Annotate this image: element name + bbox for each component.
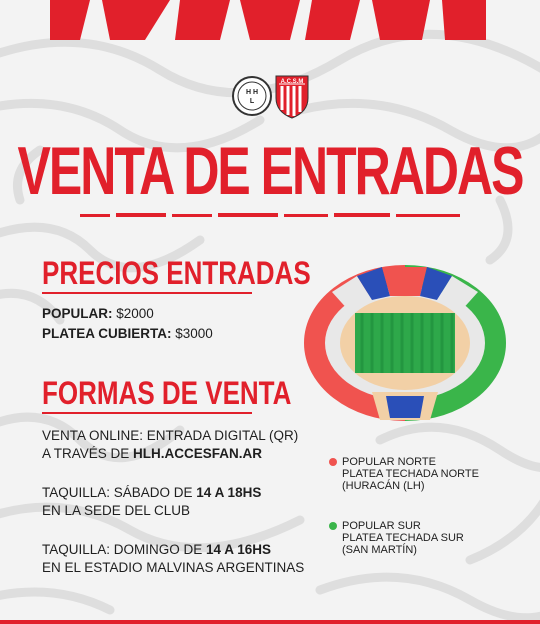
price-label: PLATEA CUBIERTA: [42,326,172,341]
saturday-box-office [42,485,261,500]
page-title: VENTA DE ENTRADAS [17,133,523,209]
sunday-box-office [42,542,271,557]
price-value: $3000 [175,326,213,341]
price-value: $2000 [116,306,154,321]
saturday-time: 14 A 18HS [196,485,262,500]
top-decorative-band [50,0,486,40]
svg-text:L: L [249,98,255,105]
sales-heading-rule [42,412,252,414]
saturday-place: EN LA SEDE DEL CLUB [42,503,191,518]
legend-line: POPULAR NORTE [342,456,436,468]
saturday-prefix: TAQUILLA: SÁBADO DE [42,485,197,500]
online-sale-line2 [42,446,262,461]
club-logos [232,72,312,120]
legend-line: PLATEA TECHADA NORTE [342,468,479,480]
legend-north [342,456,479,492]
price-item-popular [42,306,154,321]
sunday-prefix: TAQUILLA: DOMINGO DE [42,542,207,557]
sunday-time: 14 A 16HS [206,542,272,557]
svg-text:H H: H H [245,89,259,96]
prices-heading-rule [42,292,252,294]
online-link[interactable]: HLH.ACCESFAN.AR [133,446,263,461]
sunday-place: EN EL ESTADIO MALVINAS ARGENTINAS [42,560,305,575]
legend-line: PLATEA TECHADA SUR [342,532,464,544]
stadium-map [302,262,508,424]
legend-line: POPULAR SUR [342,520,421,532]
title-underline-decoration [80,210,460,220]
bottom-red-bar [0,620,540,624]
red-dot-icon [329,458,337,466]
legend-line: (HURACÁN (LH) [342,480,425,492]
acsm-shield-icon [276,76,308,118]
price-label: POPULAR: [42,306,113,321]
legend-line: (SAN MARTÍN) [342,544,417,556]
price-item-platea [42,326,213,341]
green-dot-icon [329,522,337,530]
pitch [355,313,455,373]
bottom-stand-segments [372,392,438,420]
online-sale-line1: VENTA ONLINE: ENTRADA DIGITAL (QR) [42,428,299,443]
prices-heading: PRECIOS ENTRADAS [42,254,311,292]
svg-text:A.C.S.M: A.C.S.M [280,79,304,85]
sales-heading: FORMAS DE VENTA [42,374,292,412]
online-prefix: A TRAVÉS DE [42,446,134,461]
legend-south [342,520,464,556]
hhl-crest-icon [233,77,271,115]
